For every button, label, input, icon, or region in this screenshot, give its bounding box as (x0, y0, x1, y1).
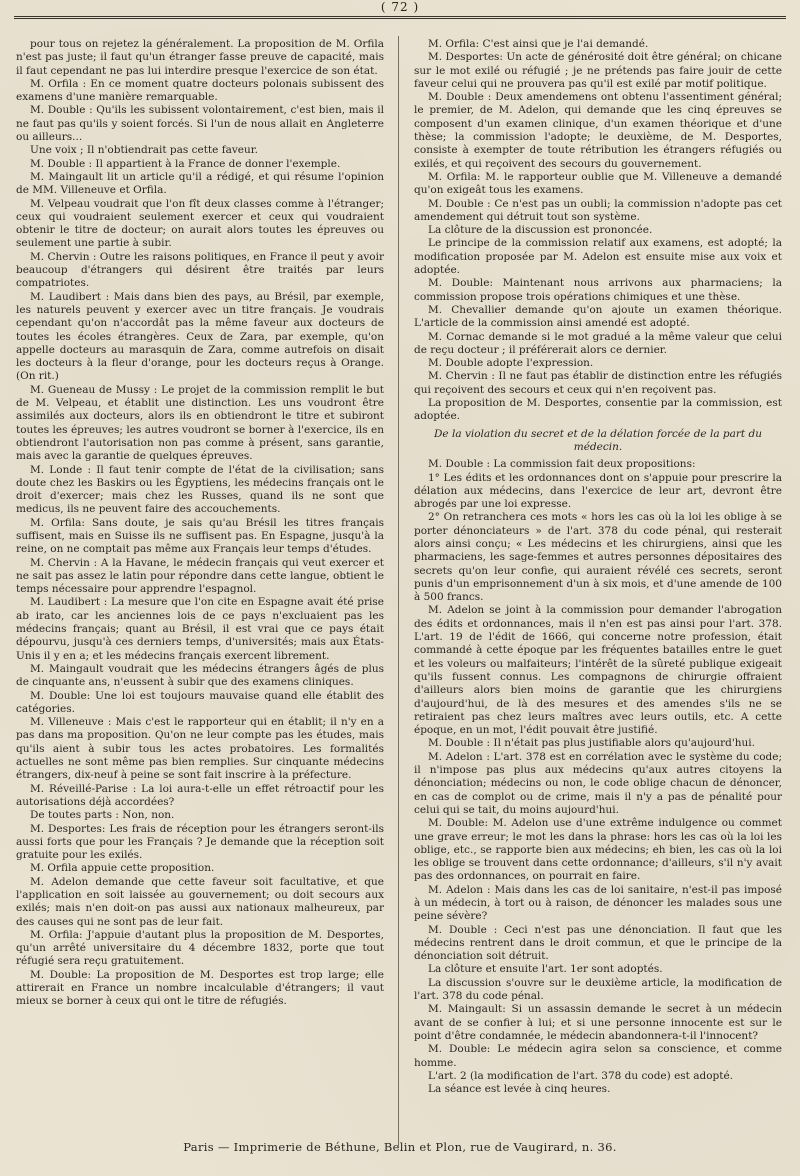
paragraph: pour tous on rejetez la généralement. La proposition de M. Orfila n'est pas juste; il faut qu'un étranger fasse preuve de capacité, mais il faut cependant ne pas lui interdire presque l'exercice de son état. (16, 38, 384, 77)
paragraph: M. Laudibert : La mesure que l'on cite en Espagne avait été prise ab irato, car les anciennes lois de ce pays n'excluaient pas les médecins français; quant au Brésil, il est vrai que ce pays était dépourvu, jusqu'à ces derniers temps, d'universités; mais aux États-Unis il y en a; et les médecins français exercent librement. (16, 596, 384, 662)
paragraph: M. Gueneau de Mussy : Le projet de la commission remplit le but de M. Velpeau, et établit une distinction. Les uns voudront être assimilés aux docteurs, alors ils en obtiendront le titre et subiront toutes les épreuves; les autres voudront se borner à l'exercice, ils en obtiendront l'autorisation non pas comme à présent, sans garantie, mais avec la garantie de quelques épreuves. (16, 383, 384, 463)
paragraph: M. Double: Maintenant nous arrivons aux pharmaciens; la commission propose trois opérations chimiques et une thèse. (414, 277, 782, 303)
paragraph: M. Adelon demande que cette faveur soit facultative, et que l'application en soit laissée au gouvernement; ou doit secours aux exilés; mais n'en doit-on pas aussi aux nationaux malheureux, par des causes qui ne sont pas de leur fait. (16, 875, 384, 928)
paragraph: M. Chervin : A la Havane, le médecin français qui veut exercer et ne sait pas assez le latin pour répondre dans cette langue, obtient le temps nécessaire pour apprendre l'espagnol. (16, 556, 384, 596)
paragraph: M. Double adopte l'expression. (428, 357, 594, 370)
paragraph: M. Adelon : L'art. 378 est en corrélation avec le système du code; il n'impose pas plus aux médecins qu'aux autres citoyens la dénonciation; médecins ou non, le code oblige chacun de dénoncer, en cas de complot ou de crime, mais il n'y a pas de pénalité pour celui qui se tait, du moins aujourd'hui. (414, 750, 782, 816)
paragraph: M. Orfila: M. le rapporteur oublie que M. Villeneuve a demandé qu'on exigeât tous les examens. (414, 170, 782, 197)
paragraph: M. Double: La proposition de M. Desportes est trop large; elle attirerait en France un nombre incalculable d'étrangers; il vaut mieux se borner à ceux qui ont le titre de réfugiés. (16, 968, 384, 1008)
paragraph: M. Chevallier demande qu'on ajoute un examen théorique. L'article de la commission ainsi amendé est adopté. (414, 303, 782, 330)
paragraph: M. Desportes: Les frais de réception pour les étrangers seront-ils aussi forts que pour les Français ? Je demande que la réception soit gratuite pour les exilés. (16, 822, 384, 862)
section-heading: De la violation du secret et de la délation forcée de la part du médecin. (434, 427, 762, 453)
paragraph: M. Laudibert : Mais dans bien des pays, au Brésil, par exemple, les naturels peuvent y exercer avec un titre français. Je voudrais cependant qu'on n'accordât pas la même faveur aux docteurs de toutes les écoles étrangères. Ceux de Zara, par exemple, qu'on appelle docteurs au marasquin de Zara, comme autrefois on disait les docteurs à la fleur d'orange, pour les docteurs reçus à Orange. (On rit.) (16, 290, 384, 383)
paragraph: La proposition de M. Desportes, consentie par la commission, est adoptée. (414, 397, 782, 423)
paragraph: M. Réveillé-Parise : La loi aura-t-elle un effet rétroactif pour les autorisations déjà accordées? (16, 782, 384, 808)
paragraph: M. Adelon : Mais dans les cas de loi sanitaire, n'est-il pas imposé à un médecin, à tort ou à raison, de dénoncer les malades sous une peine sévère? (414, 883, 782, 923)
paragraph: M. Maingault: Si un assassin demande le secret à un médecin avant de se confier à lui; et si une personne innocente est sur le point d'être condamnée, le médecin abandonnera-t-il l'innocent? (414, 1003, 782, 1042)
paragraph: M. Adelon se joint à la commission pour demander l'abrogation des édits et ordonnances, mais il n'en est pas ainsi pour l'art. 378. L'art. 19 de l'édit de 1666, qui concerne notre profession, était commandé à cette époque par les fréquentes batailles entre le guet et les voleurs ou malfaiteurs; l'intérêt de la sûreté publique exigeait qu'ils fussent connus. Les compagnons de chirurgie offraient d'ailleurs alors bien moins de garantie que les chirurgiens d'aujourd'hui, de là des mesures et des amendes s'ils ne se retiraient pas chez leurs maîtres avec leurs outils, etc. A cette époque, en un mot, l'édit pouvait être justifié. (414, 604, 782, 737)
paragraph: M. Double : Deux amendemens ont obtenu l'assentiment général; le premier, de M. Adelon, qui demande que les cinq épreuves se composent d'un examen clinique, d'un examen théorique et d'une thèse; la commission l'adopte; le deuxième, de M. Desportes, consiste à exempter de toute rétribution les étrangers réfugiés ou exilés, et qui reçoivent des secours du gouvernement. (414, 91, 782, 170)
paragraph: Une voix ; Il n'obtiendrait pas cette faveur. (30, 144, 258, 157)
paragraph: M. Double : Ce n'est pas un oubli; la commission n'adopte pas cet amendement qui détruit tout son système. (414, 197, 782, 223)
paragraph: M. Velpeau voudrait que l'on fît deux classes comme à l'étranger; ceux qui voudraient seulement exercer et ceux qui voudraient obtenir le titre de docteur; on aurait alors toutes les épreuves ou seulement une partie à subir. (16, 197, 384, 250)
paragraph: M. Chervin : Outre les raisons politiques, en France il peut y avoir beaucoup d'étrangers qui désirent être traités par leurs compatriotes. (16, 250, 384, 290)
paragraph: M. Double: Une loi est toujours mauvaise quand elle établit des catégories. (16, 689, 384, 715)
paragraph: M. Double : Il n'était pas plus justifiable alors qu'aujourd'hui. (428, 737, 755, 750)
paragraph: M. Maingault voudrait que les médecins étrangers âgés de plus de cinquante ans, n'eussent à subir que des examens cliniques. (16, 662, 384, 689)
paragraph: La clôture de la discussion est prononcée. (428, 224, 653, 237)
paragraph: M. Cornac demande si le mot gradué a la même valeur que celui de reçu docteur ; il préférerait alors ce dernier. (414, 330, 782, 356)
paragraph: M. Maingault lit un article qu'il a rédigé, et qui résume l'opinion de MM. Villeneuve et Orfila. (16, 170, 384, 197)
paragraph: De toutes parts : Non, non. (30, 809, 175, 822)
paragraph: M. Villeneuve : Mais c'est le rapporteur qui en établit; il n'y en a pas dans ma proposition. Qu'on ne leur compte pas les études, mais qu'ils aient à subir tous les actes probatoires. Les formalités actuelles ne sont même pas bien remplies. Sur cinquante médecins étrangers, dix-neuf à peine se sont fait inscrire à la préfecture. (16, 716, 384, 782)
paragraph: M. Double : Qu'ils les subissent volontairement, c'est bien, mais il ne faut pas qu'ils y soient forcés. Si l'un de nous allait en Angleterre ou ailleurs... (16, 104, 384, 144)
paragraph: M. Orfila appuie cette proposition. (30, 862, 215, 875)
paragraph: La séance est levée à cinq heures. (428, 1083, 611, 1096)
paragraph: M. Orfila : En ce moment quatre docteurs polonais subissent des examens d'une manière remarquable. (16, 77, 384, 104)
paragraph: M. Double: M. Adelon use d'une extrême indulgence ou commet une grave erreur; le mot les dans la phrase: hors les cas où la loi les oblige, etc., se rapporte bien aux médecins; eh bien, les cas où la loi les oblige se trouvent dans cette ordonnance; d'ailleurs, s'il n'y avait pas des ordonnances, on pourrait en faire. (414, 817, 782, 883)
paragraph: 1° Les édits et les ordonnances dont on s'appuie pour prescrire la délation aux médecins, dans l'exercice de leur art, devront être abrogés par une loi expresse. (414, 471, 782, 511)
paragraph: L'art. 2 (la modification de l'art. 378 du code) est adopté. (428, 1069, 734, 1082)
paragraph: La discussion s'ouvre sur le deuxième article, la modification de l'art. 378 du code pénal. (414, 976, 782, 1003)
column-divider (398, 36, 399, 1146)
paragraph: La clôture et ensuite l'art. 1er sont adoptés. (428, 963, 663, 976)
paragraph: M. Desportes: Un acte de générosité doit être général; on chicane sur le mot exilé ou réfugié ; je ne prétends pas faire jouir de cette faveur celui qui ne prouvera pas qu'il est exilé par motif politique. (414, 51, 782, 90)
paragraph: Le principe de la commission relatif aux examens, est adopté; la modification proposée par M. Adelon est ensuite mise aux voix et adoptée. (414, 237, 782, 277)
paragraph: M. Londe : Il faut tenir compte de l'état de la civilisation; sans doute chez les Baskirs ou les Égyptiens, les médecins français ont le droit d'exercer; mais chez les Russes, quand ils ne sont que medicus, ils ne peuvent faire des accouchements. (16, 463, 384, 516)
printer-imprint: Paris — Imprimerie de Béthune, Belin et Plon, rue de Vaugirard, n. 36. (183, 1140, 617, 1154)
paragraph: M. Double: Le médecin agira selon sa conscience, et comme homme. (414, 1043, 782, 1069)
left-column (16, 38, 384, 1146)
paragraph: M. Double : Il appartient à la France de donner l'exemple. (30, 157, 341, 170)
paragraph: M. Double : Ceci n'est pas une dénonciation. Il faut que les médecins rentrent dans le droit commun, et que le principe de la dénonciation soit détruit. (414, 923, 782, 963)
paragraph: 2° On retranchera ces mots « hors les cas où la loi les oblige à se porter dénonciateurs » de l'art. 378 du code pénal, qui resterait alors ainsi conçu; « Les médecins et les chirurgiens, ainsi que les pharmaciens, les sage-femmes et autres personnes dépositaires des secrets qu'on leur confie, qui auraient révélé ces secrets, seront punis d'un emprisonnement d'un à six mois, et d'une amende de 100 à 500 francs. (414, 511, 782, 604)
page-number: ( 72 ) (380, 0, 420, 14)
paragraph: M. Orfila: J'appuie d'autant plus la proposition de M. Desportes, qu'un arrêté universitaire du 4 décembre 1832, porte que tout réfugié sera reçu gratuitement. (16, 928, 384, 968)
paragraph: M. Orfila: Sans doute, je sais qu'au Brésil les titres français suffisent, mais en Suisse ils ne suffisent pas. En Espagne, jusqu'à la reine, on ne comptait pas même aux Français leur temps d'études. (16, 516, 384, 556)
right-column (414, 38, 782, 1146)
header-rule (14, 16, 786, 19)
paragraph: M. Chervin : Il ne faut pas établir de distinction entre les réfugiés qui reçoivent des secours et ceux qui n'en reçoivent pas. (414, 370, 782, 396)
paragraph: M. Double : La commission fait deux propositions: (428, 458, 696, 471)
paragraph: M. Orfila: C'est ainsi que je l'ai demandé. (428, 38, 649, 50)
